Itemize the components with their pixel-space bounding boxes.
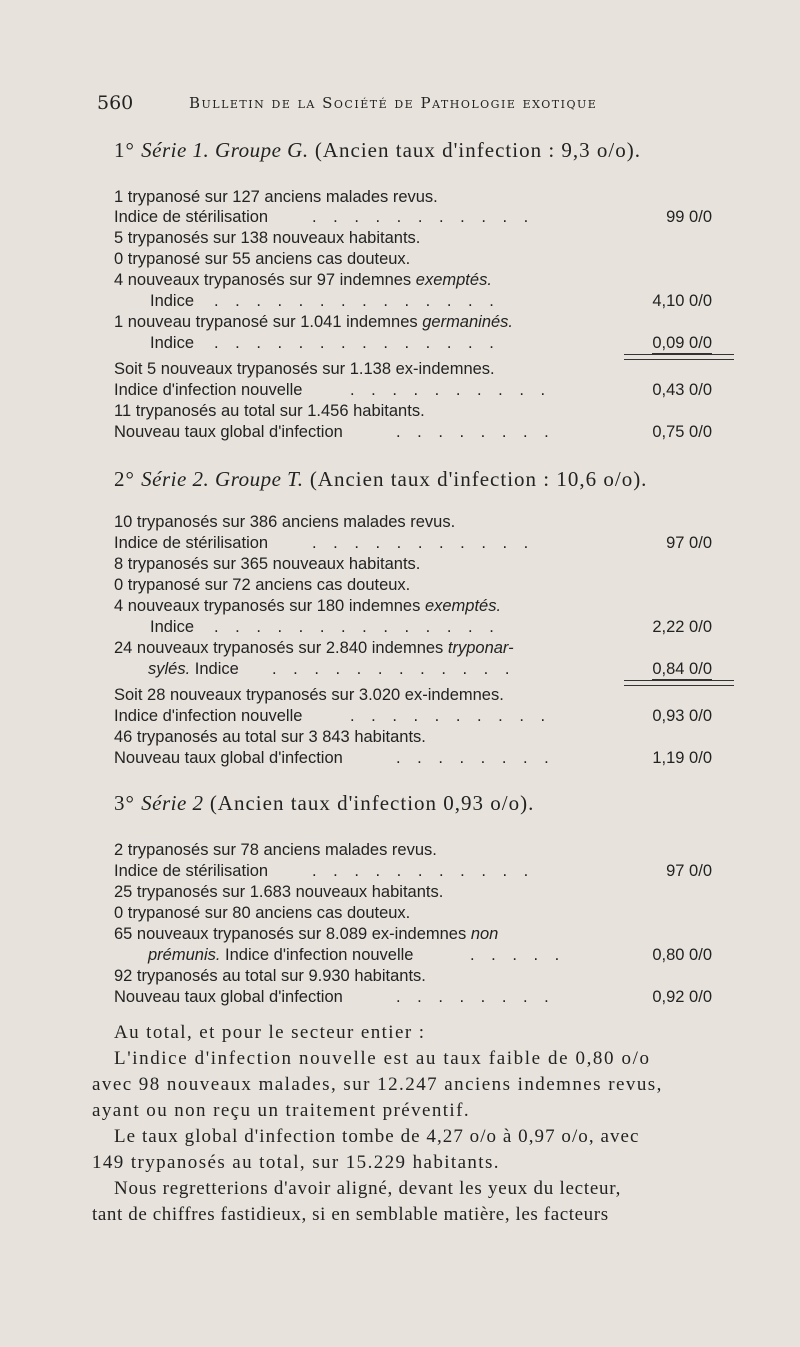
running-title: Bulletin de la Société de Pathologie exotique xyxy=(189,94,598,112)
leader-dots: . . . . . xyxy=(470,946,566,964)
table-row: 92 trypanosés au total sur 9.930 habitants. xyxy=(114,967,426,985)
table-row: 1 trypanosé sur 127 anciens malades revus. xyxy=(114,188,438,206)
table-row: 11 trypanosés au total sur 1.456 habitants. xyxy=(114,402,425,420)
table-row: Soit 5 nouveaux trypanosés sur 1.138 ex-indemnes. xyxy=(114,360,495,378)
paragraph-line: 149 trypanosés au total, sur 15.229 habitants. xyxy=(92,1152,500,1173)
table-row: sylés. Indice xyxy=(148,660,239,678)
section-2-heading: 2° Série 2. Groupe T. (Ancien taux d'infection : 10,6 o/o). xyxy=(114,467,648,491)
leader-dots: . . . . . . . . . . xyxy=(350,381,552,399)
row-value: 97 0/0 xyxy=(666,862,712,880)
table-row: 0 trypanosé sur 80 anciens cas douteux. xyxy=(114,904,411,922)
table-row: Indice d'infection nouvelle xyxy=(114,707,303,725)
sum-rule xyxy=(624,680,734,686)
table-row: Indice de stérilisation xyxy=(114,862,269,880)
table-row: 24 nouveaux trypanosés sur 2.840 indemnes tryponar- xyxy=(114,639,514,657)
table-row: 4 nouveaux trypanosés sur 97 indemnes exemptés. xyxy=(114,271,492,289)
table-row: prémunis. Indice d'infection nouvelle xyxy=(148,946,414,964)
page-number: 560 xyxy=(97,92,134,114)
row-value: 0,84 0/0 xyxy=(652,660,712,678)
table-row: Nouveau taux global d'infection xyxy=(114,749,343,767)
leader-dots: . . . . . . . . xyxy=(396,423,555,441)
leader-dots: . . . . . . . . xyxy=(396,749,555,767)
paragraph-line: Le taux global d'infection tombe de 4,27 o/o à 0,97 o/o, avec xyxy=(114,1126,640,1147)
section-1-heading: 1° Série 1. Groupe G. (Ancien taux d'infection : 9,3 o/o). xyxy=(114,138,641,162)
row-value: 0,93 0/0 xyxy=(652,707,712,725)
row-value: 0,43 0/0 xyxy=(652,381,712,399)
paragraph-line: Au total, et pour le secteur entier : xyxy=(114,1022,426,1043)
table-row: Indice de stérilisation xyxy=(114,534,269,552)
leader-dots: . . . . . . . . . . . . . . xyxy=(214,618,500,636)
table-row: 65 nouveaux trypanosés sur 8.089 ex-indemnes non xyxy=(114,925,499,943)
leader-dots: . . . . . . . . . . . . xyxy=(272,660,516,678)
leader-dots: . . . . . . . . . . . xyxy=(312,208,535,226)
table-row: Indice de stérilisation xyxy=(114,208,269,226)
table-row: Indice xyxy=(150,618,195,636)
paragraph-line: avec 98 nouveaux malades, sur 12.247 anciens indemnes revus, xyxy=(92,1074,663,1095)
row-value: 0,75 0/0 xyxy=(652,423,712,441)
leader-dots: . . . . . . . . . . . . . . xyxy=(214,292,500,310)
table-row: Indice d'infection nouvelle xyxy=(114,381,303,399)
row-value: 97 0/0 xyxy=(666,534,712,552)
table-row: Nouveau taux global d'infection xyxy=(114,423,343,441)
leader-dots: . . . . . . . . . . . xyxy=(312,862,535,880)
paragraph-line: Nous regretterions d'avoir aligné, devant les yeux du lecteur, xyxy=(114,1178,622,1199)
row-value: 0,92 0/0 xyxy=(652,988,712,1006)
leader-dots: . . . . . . . . xyxy=(396,988,555,1006)
table-row: 8 trypanosés sur 365 nouveaux habitants. xyxy=(114,555,421,573)
paragraph-line: L'indice d'infection nouvelle est au taux faible de 0,80 o/o xyxy=(114,1048,651,1069)
row-value: 2,22 0/0 xyxy=(652,618,712,636)
leader-dots: . . . . . . . . . . . xyxy=(312,534,535,552)
table-row: Indice xyxy=(150,334,195,352)
row-value: 4,10 0/0 xyxy=(652,292,712,310)
table-row: 4 nouveaux trypanosés sur 180 indemnes exemptés. xyxy=(114,597,502,615)
table-row: 25 trypanosés sur 1.683 nouveaux habitants. xyxy=(114,883,444,901)
leader-dots: . . . . . . . . . . . . . . xyxy=(214,334,500,352)
table-row: 5 trypanosés sur 138 nouveaux habitants. xyxy=(114,229,421,247)
row-value: 99 0/0 xyxy=(666,208,712,226)
table-row: Indice xyxy=(150,292,195,310)
paragraph-line: tant de chiffres fastidieux, si en semblable matière, les facteurs xyxy=(92,1204,609,1225)
table-row: 2 trypanosés sur 78 anciens malades revus. xyxy=(114,841,437,859)
table-row: 46 trypanosés au total sur 3 843 habitants. xyxy=(114,728,426,746)
table-row: 10 trypanosés sur 386 anciens malades revus. xyxy=(114,513,456,531)
section-3-heading: 3° Série 2 (Ancien taux d'infection 0,93 o/o). xyxy=(114,791,535,815)
row-value: 1,19 0/0 xyxy=(652,749,712,767)
table-row: 1 nouveau trypanosé sur 1.041 indemnes germaninés. xyxy=(114,313,514,331)
row-value: 0,09 0/0 xyxy=(652,334,712,352)
leader-dots: . . . . . . . . . . xyxy=(350,707,552,725)
paragraph-line: ayant ou non reçu un traitement préventif. xyxy=(92,1100,470,1121)
page-header xyxy=(97,92,657,116)
table-row: Nouveau taux global d'infection xyxy=(114,988,343,1006)
table-row: 0 trypanosé sur 55 anciens cas douteux. xyxy=(114,250,411,268)
sum-rule xyxy=(624,354,734,360)
table-row: Soit 28 nouveaux trypanosés sur 3.020 ex-indemnes. xyxy=(114,686,504,704)
table-row: 0 trypanosé sur 72 anciens cas douteux. xyxy=(114,576,411,594)
row-value: 0,80 0/0 xyxy=(652,946,712,964)
